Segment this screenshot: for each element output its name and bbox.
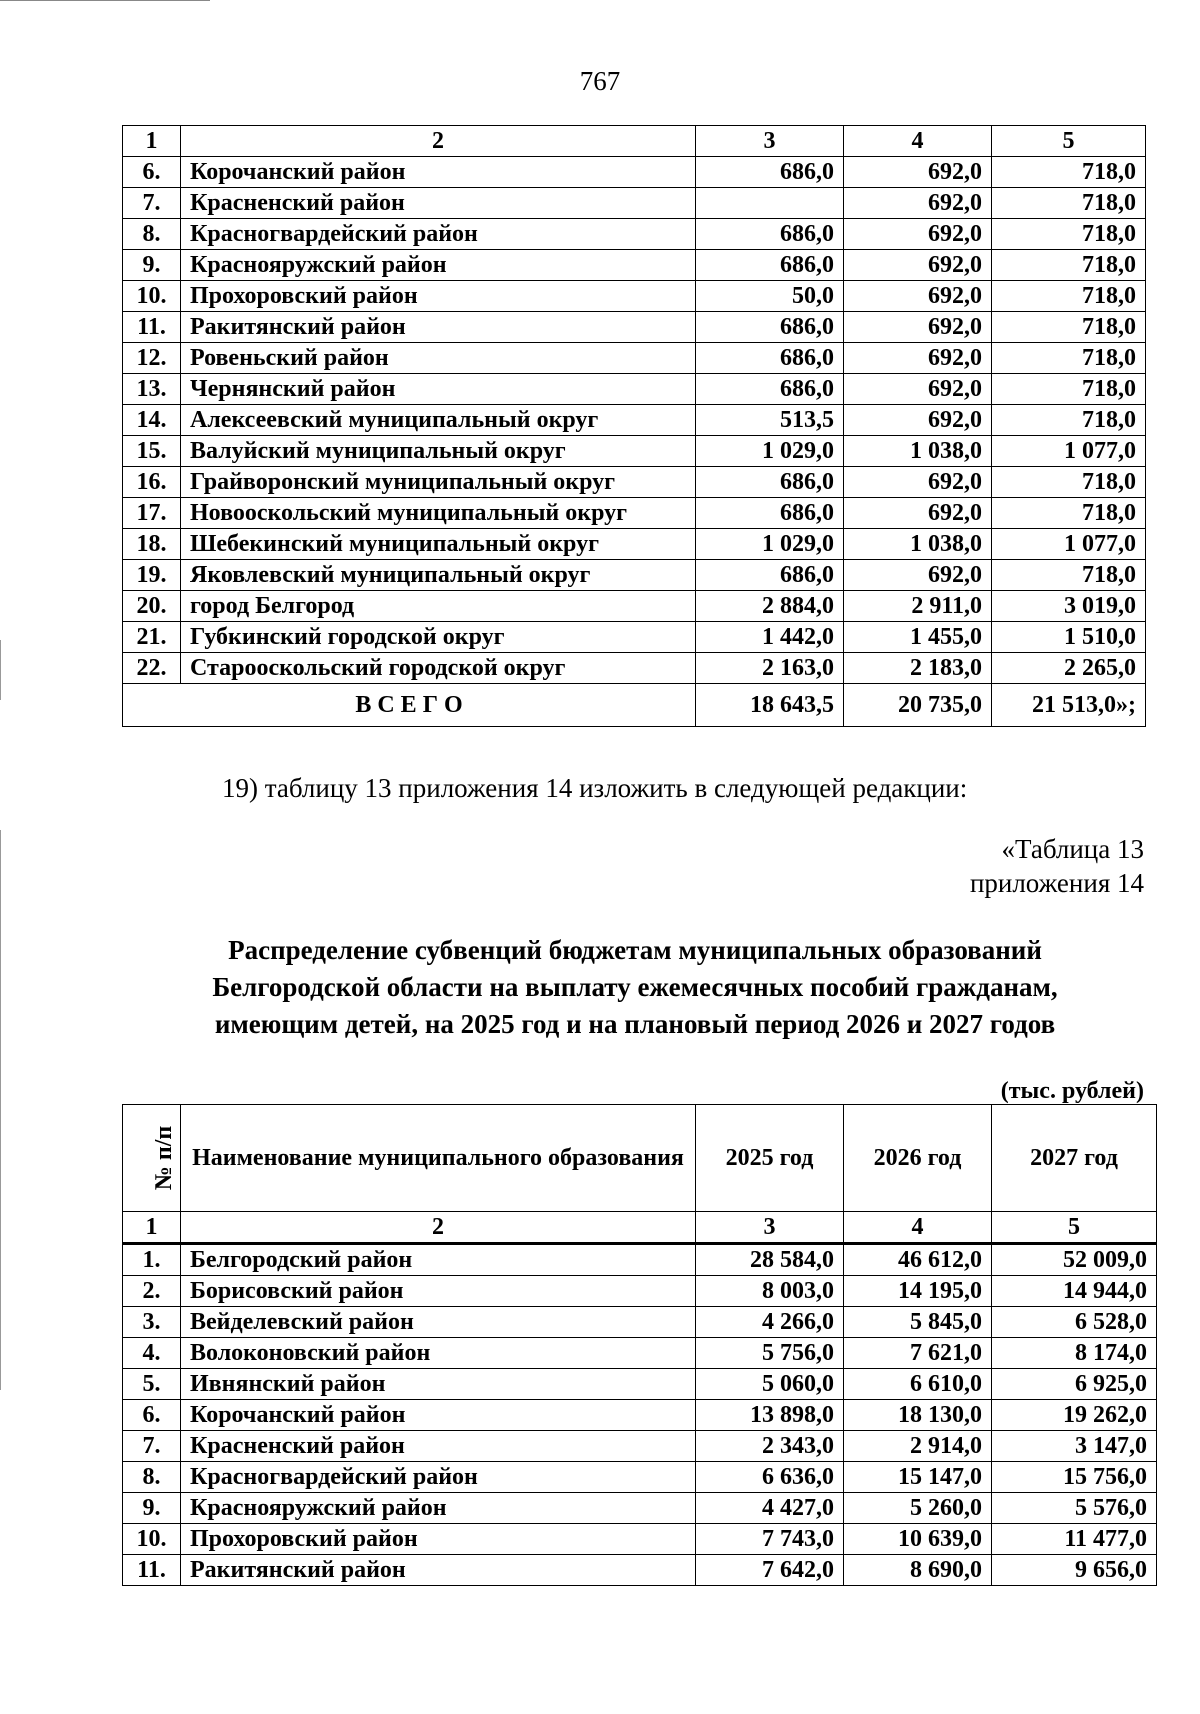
table-2-column-numbers-row <box>123 1212 1157 1244</box>
value-col-3: 513,5 <box>696 405 844 436</box>
municipality-name: Красногвардейский район <box>181 219 696 250</box>
title-line-2: Белгородской области на выплату ежемесячных пособий гражданам, <box>212 972 1058 1002</box>
value-col-5: 8 174,0 <box>992 1338 1157 1369</box>
table-row <box>123 312 1146 343</box>
row-number: 17. <box>123 498 181 529</box>
total-row <box>123 684 1146 727</box>
row-number: 7. <box>123 1431 181 1462</box>
value-col-5: 1 510,0 <box>992 622 1146 653</box>
municipality-name: город Белгород <box>181 591 696 622</box>
title-line-3: имеющим детей, на 2025 год и на плановый период 2026 и 2027 годов <box>214 1009 1056 1039</box>
value-col-3: 686,0 <box>696 250 844 281</box>
value-col-5: 2 265,0 <box>992 653 1146 684</box>
value-col-4: 8 690,0 <box>844 1555 992 1586</box>
table-row <box>123 1369 1157 1400</box>
value-col-5: 11 477,0 <box>992 1524 1157 1555</box>
table-row <box>123 281 1146 312</box>
row-number: 7. <box>123 188 181 219</box>
row-number: 11. <box>123 312 181 343</box>
value-col-3 <box>696 188 844 219</box>
row-number: 12. <box>123 343 181 374</box>
municipality-name: Белгородский район <box>181 1244 696 1276</box>
value-col-4: 5 260,0 <box>844 1493 992 1524</box>
municipality-name: Губкинский городской округ <box>181 622 696 653</box>
table-row <box>123 467 1146 498</box>
value-col-4: 2 911,0 <box>844 591 992 622</box>
value-col-4: 14 195,0 <box>844 1276 992 1307</box>
municipality-name: Ракитянский район <box>181 1555 696 1586</box>
value-col-5: 6 925,0 <box>992 1369 1157 1400</box>
table-row <box>123 1555 1157 1586</box>
row-number: 5. <box>123 1369 181 1400</box>
value-col-3: 686,0 <box>696 157 844 188</box>
municipality-name: Чернянский район <box>181 374 696 405</box>
municipality-name: Краснояружский район <box>181 1493 696 1524</box>
scan-top-edge-line <box>0 0 210 1</box>
value-col-5: 718,0 <box>992 188 1146 219</box>
row-number: 19. <box>123 560 181 591</box>
column-number: 5 <box>992 126 1146 157</box>
value-col-3: 686,0 <box>696 467 844 498</box>
row-number: 8. <box>123 1462 181 1493</box>
row-number: 15. <box>123 436 181 467</box>
table-row <box>123 405 1146 436</box>
municipality-name: Новооскольский муниципальный округ <box>181 498 696 529</box>
row-number: 9. <box>123 250 181 281</box>
table-caption-line-1: «Таблица 13 <box>1001 834 1144 864</box>
value-col-4: 692,0 <box>844 405 992 436</box>
table-row <box>123 343 1146 374</box>
value-col-3: 4 427,0 <box>696 1493 844 1524</box>
table-row <box>123 157 1146 188</box>
value-col-5: 718,0 <box>992 405 1146 436</box>
value-col-3: 13 898,0 <box>696 1400 844 1431</box>
value-col-4: 2 914,0 <box>844 1431 992 1462</box>
value-col-5: 718,0 <box>992 343 1146 374</box>
municipality-name: Краснояружский район <box>181 250 696 281</box>
table-row <box>123 436 1146 467</box>
value-col-4: 10 639,0 <box>844 1524 992 1555</box>
header-2026-cell: 2026 год <box>844 1105 992 1212</box>
column-number: 4 <box>844 1212 992 1244</box>
value-col-5: 718,0 <box>992 374 1146 405</box>
column-number: 1 <box>123 126 181 157</box>
municipality-name: Ровеньский район <box>181 343 696 374</box>
value-col-5: 3 019,0 <box>992 591 1146 622</box>
table-2-title <box>120 932 1150 1043</box>
header-number-label: № п/п <box>151 1125 178 1191</box>
row-number: 2. <box>123 1276 181 1307</box>
table-row <box>123 1307 1157 1338</box>
table-caption-label <box>970 832 1144 900</box>
table-2-subventions <box>122 1104 1157 1586</box>
municipality-name: Ракитянский район <box>181 312 696 343</box>
table-row <box>123 374 1146 405</box>
table-row <box>123 219 1146 250</box>
value-col-4: 15 147,0 <box>844 1462 992 1493</box>
municipality-name: Борисовский район <box>181 1276 696 1307</box>
header-2025-cell: 2025 год <box>696 1105 844 1212</box>
title-line-1: Распределение субвенций бюджетам муниципальных образований <box>228 935 1042 965</box>
total-col-5: 21 513,0»; <box>992 684 1146 727</box>
value-col-5: 52 009,0 <box>992 1244 1157 1276</box>
column-number: 3 <box>696 126 844 157</box>
value-col-5: 718,0 <box>992 157 1146 188</box>
value-col-5: 14 944,0 <box>992 1276 1157 1307</box>
table-row <box>123 1462 1157 1493</box>
value-col-5: 718,0 <box>992 498 1146 529</box>
municipality-name: Ивнянский район <box>181 1369 696 1400</box>
total-label: В С Е Г О <box>123 684 696 727</box>
row-number: 1. <box>123 1244 181 1276</box>
row-number: 10. <box>123 281 181 312</box>
table-row <box>123 591 1146 622</box>
row-number: 22. <box>123 653 181 684</box>
value-col-4: 7 621,0 <box>844 1338 992 1369</box>
table-row <box>123 529 1146 560</box>
table-row <box>123 560 1146 591</box>
value-col-4: 692,0 <box>844 343 992 374</box>
header-number-cell <box>123 1105 181 1212</box>
row-number: 21. <box>123 622 181 653</box>
value-col-4: 5 845,0 <box>844 1307 992 1338</box>
value-col-4: 692,0 <box>844 312 992 343</box>
amendment-paragraph: 19) таблицу 13 приложения 14 изложить в следующей редакции: <box>222 773 968 803</box>
column-number: 2 <box>181 1212 696 1244</box>
value-col-5: 6 528,0 <box>992 1307 1157 1338</box>
value-col-3: 5 060,0 <box>696 1369 844 1400</box>
table-row <box>123 498 1146 529</box>
column-number: 4 <box>844 126 992 157</box>
value-col-5: 718,0 <box>992 312 1146 343</box>
value-col-3: 686,0 <box>696 498 844 529</box>
value-col-4: 692,0 <box>844 219 992 250</box>
value-col-5: 3 147,0 <box>992 1431 1157 1462</box>
value-col-3: 6 636,0 <box>696 1462 844 1493</box>
value-col-4: 692,0 <box>844 281 992 312</box>
table-row <box>123 653 1146 684</box>
table-row <box>123 1524 1157 1555</box>
row-number: 14. <box>123 405 181 436</box>
value-col-5: 19 262,0 <box>992 1400 1157 1431</box>
table-row <box>123 188 1146 219</box>
municipality-name: Корочанский район <box>181 1400 696 1431</box>
value-col-5: 15 756,0 <box>992 1462 1157 1493</box>
row-number: 18. <box>123 529 181 560</box>
municipality-name: Красногвардейский район <box>181 1462 696 1493</box>
value-col-3: 686,0 <box>696 343 844 374</box>
value-col-4: 692,0 <box>844 250 992 281</box>
municipality-name: Корочанский район <box>181 157 696 188</box>
value-col-4: 1 455,0 <box>844 622 992 653</box>
value-col-3: 1 442,0 <box>696 622 844 653</box>
municipality-name: Валуйский муниципальный округ <box>181 436 696 467</box>
column-number: 2 <box>181 126 696 157</box>
municipality-name: Прохоровский район <box>181 281 696 312</box>
row-number: 11. <box>123 1555 181 1586</box>
value-col-4: 692,0 <box>844 188 992 219</box>
header-name-cell: Наименование муниципального образования <box>181 1105 696 1212</box>
value-col-3: 5 756,0 <box>696 1338 844 1369</box>
municipality-name: Красненский район <box>181 1431 696 1462</box>
value-col-5: 1 077,0 <box>992 436 1146 467</box>
value-col-3: 28 584,0 <box>696 1244 844 1276</box>
value-col-5: 718,0 <box>992 250 1146 281</box>
value-col-5: 1 077,0 <box>992 529 1146 560</box>
value-col-4: 692,0 <box>844 467 992 498</box>
municipality-name: Алексеевский муниципальный округ <box>181 405 696 436</box>
value-col-4: 2 183,0 <box>844 653 992 684</box>
value-col-5: 9 656,0 <box>992 1555 1157 1586</box>
table-1-column-numbers-row <box>123 126 1146 157</box>
table-row <box>123 1338 1157 1369</box>
table-row <box>123 1276 1157 1307</box>
municipality-name: Вейделевский район <box>181 1307 696 1338</box>
value-col-3: 4 266,0 <box>696 1307 844 1338</box>
row-number: 9. <box>123 1493 181 1524</box>
table-caption-line-2: приложения 14 <box>969 868 1144 898</box>
row-number: 4. <box>123 1338 181 1369</box>
value-col-3: 686,0 <box>696 560 844 591</box>
municipality-name: Грайворонский муниципальный округ <box>181 467 696 498</box>
table-row <box>123 1400 1157 1431</box>
value-col-3: 686,0 <box>696 219 844 250</box>
header-2027-cell: 2027 год <box>992 1105 1157 1212</box>
value-col-3: 686,0 <box>696 374 844 405</box>
value-col-3: 1 029,0 <box>696 436 844 467</box>
value-col-5: 718,0 <box>992 281 1146 312</box>
row-number: 13. <box>123 374 181 405</box>
table-2-header-row <box>123 1105 1157 1212</box>
municipality-name: Шебекинский муниципальный округ <box>181 529 696 560</box>
value-col-4: 1 038,0 <box>844 529 992 560</box>
value-col-4: 6 610,0 <box>844 1369 992 1400</box>
value-col-4: 1 038,0 <box>844 436 992 467</box>
row-number: 20. <box>123 591 181 622</box>
municipality-name: Прохоровский район <box>181 1524 696 1555</box>
value-col-3: 2 343,0 <box>696 1431 844 1462</box>
column-number: 3 <box>696 1212 844 1244</box>
table-1-continuation <box>122 125 1146 727</box>
total-col-4: 20 735,0 <box>844 684 992 727</box>
value-col-5: 718,0 <box>992 467 1146 498</box>
table-row <box>123 250 1146 281</box>
value-col-3: 686,0 <box>696 312 844 343</box>
value-col-3: 7 743,0 <box>696 1524 844 1555</box>
value-col-3: 2 884,0 <box>696 591 844 622</box>
value-col-3: 2 163,0 <box>696 653 844 684</box>
row-number: 8. <box>123 219 181 250</box>
value-col-4: 692,0 <box>844 157 992 188</box>
column-number: 5 <box>992 1212 1157 1244</box>
value-col-5: 5 576,0 <box>992 1493 1157 1524</box>
value-col-4: 692,0 <box>844 374 992 405</box>
table-row <box>123 622 1146 653</box>
row-number: 6. <box>123 157 181 188</box>
units-note: (тыс. рублей) <box>1000 1078 1144 1104</box>
page-number: 767 <box>579 66 621 96</box>
value-col-4: 692,0 <box>844 560 992 591</box>
row-number: 3. <box>123 1307 181 1338</box>
table-row <box>123 1493 1157 1524</box>
value-col-4: 692,0 <box>844 498 992 529</box>
value-col-3: 7 642,0 <box>696 1555 844 1586</box>
table-row <box>123 1244 1157 1276</box>
table-row <box>123 1431 1157 1462</box>
value-col-3: 8 003,0 <box>696 1276 844 1307</box>
row-number: 10. <box>123 1524 181 1555</box>
value-col-4: 46 612,0 <box>844 1244 992 1276</box>
value-col-4: 18 130,0 <box>844 1400 992 1431</box>
value-col-5: 718,0 <box>992 219 1146 250</box>
column-number: 1 <box>123 1212 181 1244</box>
value-col-3: 50,0 <box>696 281 844 312</box>
municipality-name: Волоконовский район <box>181 1338 696 1369</box>
row-number: 16. <box>123 467 181 498</box>
municipality-name: Красненский район <box>181 188 696 219</box>
municipality-name: Яковлевский муниципальный округ <box>181 560 696 591</box>
total-col-3: 18 643,5 <box>696 684 844 727</box>
value-col-5: 718,0 <box>992 560 1146 591</box>
scan-left-edge-mark <box>0 640 1 700</box>
scan-left-edge-line <box>0 830 1 1390</box>
row-number: 6. <box>123 1400 181 1431</box>
municipality-name: Старооскольский городской округ <box>181 653 696 684</box>
value-col-3: 1 029,0 <box>696 529 844 560</box>
